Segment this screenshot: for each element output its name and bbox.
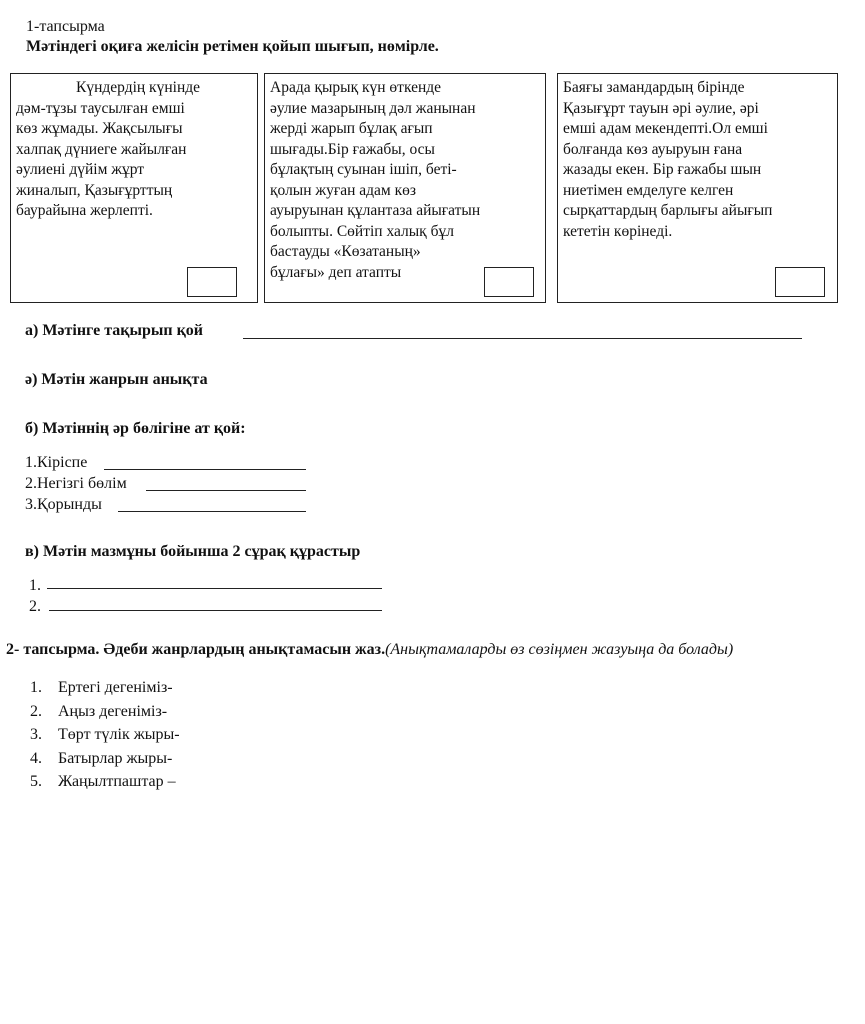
story-line: болғанда көз ауыруын ғана bbox=[563, 140, 743, 158]
story-line: Арада қырық күн өткенде bbox=[270, 79, 442, 96]
story-line: ауыруынан құлантаза айығатын bbox=[270, 202, 481, 219]
order-number-box-1[interactable] bbox=[187, 267, 237, 297]
story-line: болыпты. Сөйтіп халық бұл bbox=[270, 222, 454, 240]
task2-title bbox=[6, 641, 733, 659]
story-box-3 bbox=[557, 73, 838, 303]
genre-item-number: 2. bbox=[30, 702, 42, 720]
story-line: бастауды «Көзатаның» bbox=[270, 243, 421, 260]
story-line: әулие мазарының дәл жанынан bbox=[270, 99, 476, 117]
story-box-2-text bbox=[270, 78, 541, 283]
story-line: қолын жуған адам көз bbox=[270, 181, 416, 199]
title-answer-line[interactable] bbox=[243, 338, 802, 339]
part-main-line[interactable] bbox=[146, 490, 306, 491]
question-2-label: 2. bbox=[29, 598, 41, 615]
order-number-box-3[interactable] bbox=[775, 267, 825, 297]
story-line: көз жұмады. Жақсылығы bbox=[16, 120, 183, 137]
genre-item-number: 3. bbox=[30, 726, 42, 743]
task1-instruction: Мәтіндегі оқиға желісін ретімен қойып шығып, нөмірле. bbox=[26, 38, 439, 55]
question-2-line[interactable] bbox=[49, 610, 382, 611]
part-intro-label: 1.Кіріспе bbox=[25, 454, 88, 471]
order-number-box-2[interactable] bbox=[484, 267, 534, 297]
task1-number: 1-тапсырма bbox=[26, 18, 105, 35]
genre-item-text: Төрт түлік жыры- bbox=[58, 726, 180, 743]
story-box-1 bbox=[10, 73, 258, 303]
genre-item-number: 4. bbox=[30, 749, 42, 767]
genre-item-text: Батырлар жыры- bbox=[58, 749, 173, 767]
genre-item-number: 5. bbox=[30, 773, 42, 790]
genre-item-text: Аңыз дегеніміз- bbox=[58, 702, 168, 720]
story-line: жиналып, Қазығұрттың bbox=[16, 181, 173, 199]
task2-title-main: 2- тапсырма. Әдеби жанрлардың анықтамасын жаз. bbox=[6, 641, 386, 658]
question-ae: ә) Мәтін жанрын анықта bbox=[25, 371, 208, 388]
task2-title-note: (Анықтамаларды өз сөзіңмен жазуыңа да болады) bbox=[385, 641, 734, 658]
genre-item-text: Ертегі дегеніміз- bbox=[58, 679, 173, 696]
story-line: Қазығұрт тауын әрі әулие, әрі bbox=[563, 99, 759, 117]
story-box-1-text bbox=[16, 78, 253, 222]
story-line: дәм-тұзы таусылған емші bbox=[16, 99, 185, 117]
story-line: Күндердің күнінде bbox=[76, 79, 200, 96]
story-box-2 bbox=[264, 73, 546, 303]
story-line: баурайына жерлепті. bbox=[16, 202, 153, 219]
story-line: Баяғы замандардың бірінде bbox=[563, 79, 745, 96]
story-line: жерді жарып бұлақ ағып bbox=[270, 120, 433, 137]
story-line: емші адам мекендепті.Ол емші bbox=[563, 120, 768, 137]
part-conclusion-line[interactable] bbox=[118, 511, 306, 512]
story-line: халпақ дүниеге жайылған bbox=[16, 140, 187, 158]
question-a: а) Мәтінге тақырып қой bbox=[25, 322, 204, 339]
story-line: әулиені дүйім жұрт bbox=[16, 161, 145, 178]
story-line: шығады.Бір ғажабы, осы bbox=[270, 140, 435, 158]
story-box-3-text bbox=[563, 78, 833, 242]
part-conclusion-label: 3.Қорынды bbox=[25, 496, 102, 513]
story-line: ниетімен емделуге келген bbox=[563, 181, 734, 199]
part-main-label: 2.Негізгі бөлім bbox=[25, 475, 127, 492]
question-1-line[interactable] bbox=[47, 588, 382, 589]
story-line: жазады екен. Бір ғажабы шын bbox=[563, 161, 762, 178]
story-line: кететін көрінеді. bbox=[563, 222, 673, 240]
part-intro-line[interactable] bbox=[104, 469, 306, 470]
genre-item-number: 1. bbox=[30, 679, 42, 696]
question-v: в) Мәтін мазмұны бойынша 2 сұрақ құрастыр bbox=[25, 543, 361, 560]
story-line: бұлағы» деп атапты bbox=[270, 263, 402, 281]
genre-item-text: Жаңылтпаштар – bbox=[58, 773, 176, 790]
question-1-label: 1. bbox=[29, 577, 41, 594]
question-b: б) Мәтіннің әр бөлігіне ат қой: bbox=[25, 420, 246, 437]
story-line: сырқаттардың барлығы айығып bbox=[563, 202, 773, 219]
story-line: бұлақтың суынан ішіп, беті- bbox=[270, 161, 457, 178]
